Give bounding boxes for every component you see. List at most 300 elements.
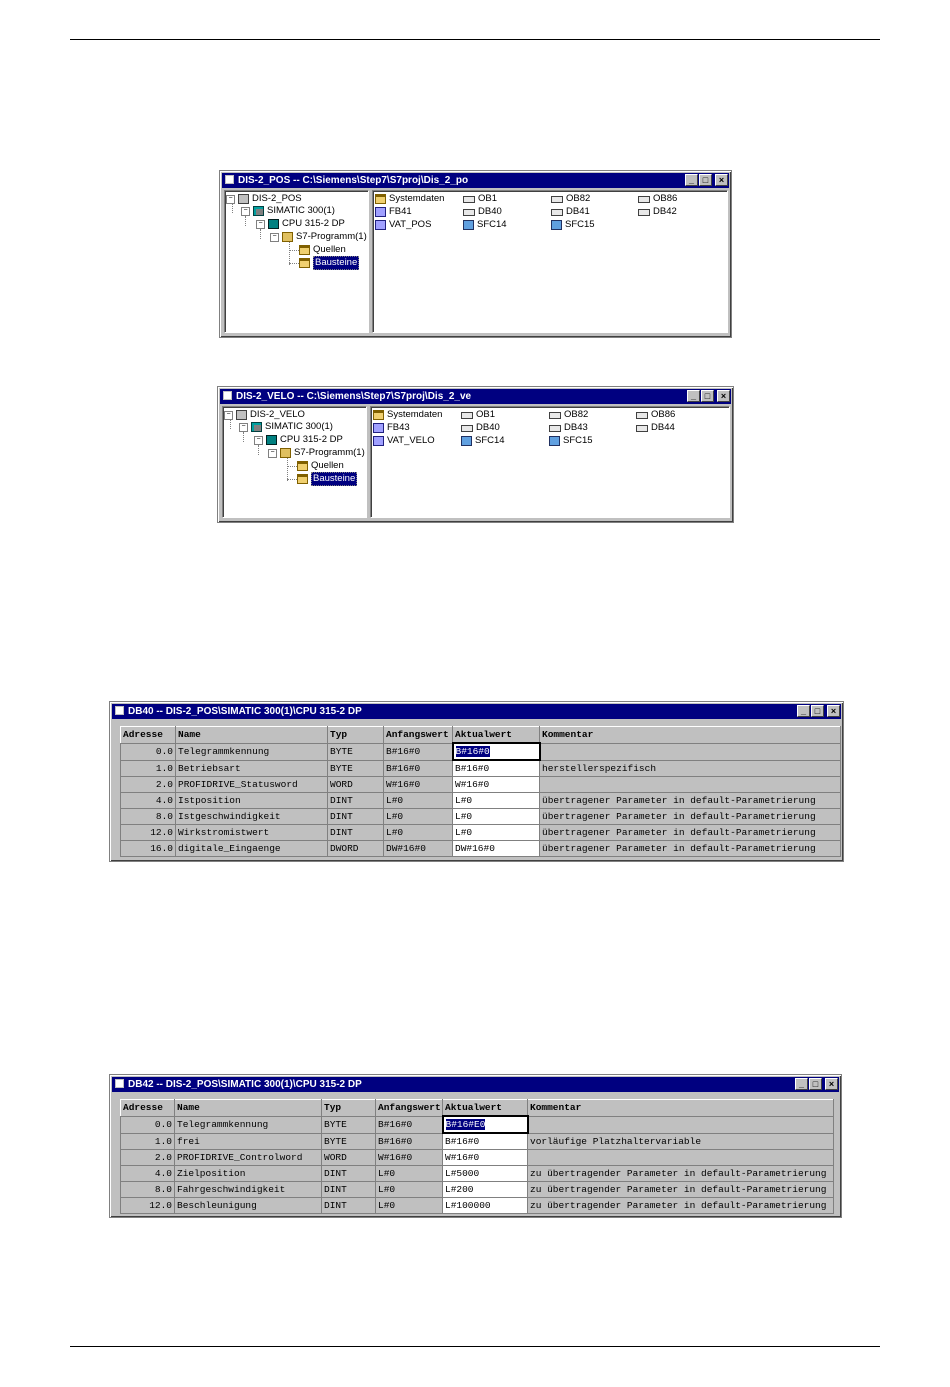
block-ob82[interactable]: OB82 — [549, 409, 588, 421]
cell-text: übertragener Parameter in default-Parametrierung — [542, 827, 816, 838]
title-bar[interactable] — [112, 1077, 839, 1092]
block-db41[interactable]: DB41 — [551, 206, 590, 218]
tree-node-program[interactable] — [268, 447, 365, 459]
system-function-icon — [463, 220, 474, 230]
explorer-window-pos — [219, 170, 732, 338]
tree-pane — [222, 406, 367, 518]
cell-name — [176, 777, 328, 793]
cell-text: Istgeschwindigkeit — [178, 811, 281, 822]
cell-text: DW#16#0 — [455, 843, 495, 854]
table-row[interactable] — [121, 825, 841, 841]
cell-comment — [540, 743, 841, 760]
cell-comment — [528, 1116, 834, 1133]
cell-text: übertragener Parameter in default-Parametrierung — [542, 843, 816, 854]
data-block-icon — [461, 425, 473, 432]
cell-address — [121, 1116, 175, 1133]
block-ob82[interactable]: OB82 — [551, 193, 590, 205]
table-header-row — [121, 1100, 834, 1117]
cell-text: L#0 — [386, 795, 404, 806]
cell-actual-value[interactable] — [453, 841, 540, 857]
cell-comment — [540, 760, 841, 777]
tree-node-sources[interactable] — [297, 460, 344, 472]
block-ob86[interactable]: OB86 — [638, 193, 677, 205]
cell-text: vorläufige Platzhaltervariable — [530, 1135, 702, 1147]
block-vat-pos[interactable]: VAT_POS — [375, 219, 431, 231]
cell-text: BYTE — [330, 762, 353, 774]
cell-text: DW#16#0 — [386, 843, 426, 854]
tree-label-selected: Bausteine — [313, 473, 356, 484]
cell-text: Fahrgeschwindigkeit — [177, 1184, 286, 1195]
cell-actual-value[interactable] — [453, 809, 540, 825]
cell-text: B#16#0 — [455, 746, 490, 757]
folder-open-icon — [297, 474, 308, 484]
tree-label: CPU 315-2 DP — [282, 218, 345, 229]
block-icon — [551, 196, 563, 203]
cell-text: BYTE — [324, 1119, 347, 1130]
cell-initial-value — [376, 1116, 443, 1133]
cell-type — [322, 1150, 376, 1166]
cell-actual-value[interactable] — [443, 1116, 528, 1133]
maximize-button[interactable]: □ — [699, 174, 712, 186]
table-header-row — [121, 727, 841, 744]
table-row[interactable] — [121, 793, 841, 809]
maximize-button[interactable]: □ — [701, 390, 714, 402]
cell-text: B#16#0 — [378, 1119, 413, 1130]
window-title: DB42 -- DIS-2_POS\SIMATIC 300(1)\CPU 315-2 DP — [128, 1079, 362, 1090]
cell-text: 0.0 — [155, 746, 173, 757]
collapse-icon[interactable]: − — [226, 195, 235, 204]
block-db40[interactable]: DB40 — [463, 206, 502, 218]
cell-address — [121, 760, 176, 777]
column-header-aktualwert[interactable]: Aktualwert — [443, 1100, 528, 1117]
cell-text: B#16#0 — [455, 763, 490, 774]
cell-type — [328, 777, 384, 793]
tree-label: Quellen — [311, 460, 344, 471]
maximize-button[interactable]: □ — [811, 705, 824, 717]
cell-comment — [540, 825, 841, 841]
block-icon — [636, 412, 648, 419]
cell-initial-value — [384, 841, 453, 857]
cell-name — [175, 1182, 322, 1198]
cell-address — [121, 825, 176, 841]
data-block-icon — [463, 209, 475, 216]
close-button[interactable]: × — [827, 705, 840, 717]
cell-text: zu übertragender Parameter in default-Parametrierung — [530, 1168, 827, 1179]
cell-name — [176, 809, 328, 825]
cell-initial-value — [384, 809, 453, 825]
cell-initial-value — [384, 777, 453, 793]
column-header-anfangswert[interactable]: Anfangswert — [376, 1100, 443, 1117]
tree-node-station[interactable] — [241, 205, 335, 217]
block-sfc14[interactable]: SFC14 — [463, 219, 507, 231]
cell-text: B#16#0 — [386, 746, 421, 757]
system-function-icon — [551, 220, 562, 230]
block-sfc15[interactable]: SFC15 — [549, 435, 593, 447]
window-title: DIS-2_VELO -- C:\Siemens\Step7\S7proj\Dis_2_ve — [236, 391, 472, 402]
variable-table-icon — [375, 220, 386, 230]
cell-comment — [540, 809, 841, 825]
block-icon — [463, 196, 475, 203]
cell-name — [176, 743, 328, 760]
table-row[interactable] — [121, 1198, 834, 1214]
cell-type — [328, 809, 384, 825]
tree-label: SIMATIC 300(1) — [265, 421, 333, 432]
column-header-kommentar[interactable]: Kommentar — [540, 727, 841, 744]
db42-editor-window — [109, 1074, 842, 1218]
table-row[interactable] — [121, 1133, 834, 1150]
cell-name — [176, 825, 328, 841]
window-title: DIS-2_POS -- C:\Siemens\Step7\S7proj\Dis_2_po — [238, 175, 469, 186]
cell-actual-value[interactable] — [443, 1166, 528, 1182]
footer-rule — [70, 1346, 880, 1347]
cell-name — [176, 760, 328, 777]
cell-text: DINT — [324, 1184, 347, 1195]
block-icon — [461, 412, 473, 419]
tree-node-cpu[interactable] — [256, 218, 345, 230]
cell-text: W#16#0 — [386, 779, 421, 790]
cell-address — [121, 1166, 175, 1182]
db40-table — [120, 726, 841, 857]
db40-editor-window — [109, 701, 844, 862]
cell-comment — [528, 1133, 834, 1150]
cell-text: WORD — [330, 779, 353, 790]
cell-name — [176, 841, 328, 857]
cell-text: L#5000 — [445, 1168, 480, 1179]
cell-text: Zielposition — [177, 1168, 246, 1179]
cell-type — [328, 825, 384, 841]
close-button[interactable]: × — [717, 390, 730, 402]
cell-text: zu übertragender Parameter in default-Parametrierung — [530, 1200, 827, 1211]
tree-label: S7-Programm(1) — [296, 231, 367, 242]
cell-actual-value[interactable] — [453, 743, 540, 760]
cell-text: übertragener Parameter in default-Parametrierung — [542, 811, 816, 822]
block-ob1[interactable]: OB1 — [461, 409, 495, 421]
cell-text: W#16#0 — [455, 779, 490, 790]
cell-address — [121, 1198, 175, 1214]
cell-text: DINT — [324, 1168, 347, 1179]
column-header-typ[interactable]: Typ — [322, 1100, 376, 1117]
collapse-icon[interactable]: − — [270, 233, 279, 242]
collapse-icon[interactable]: − — [239, 423, 248, 432]
cell-type — [328, 841, 384, 857]
cell-initial-value — [376, 1150, 443, 1166]
block-icon — [638, 196, 650, 203]
station-icon — [251, 422, 262, 432]
minimize-button[interactable]: _ — [797, 705, 810, 717]
cell-initial-value — [376, 1198, 443, 1214]
block-db42[interactable]: DB42 — [638, 206, 677, 218]
cell-name — [175, 1116, 322, 1133]
header-rule — [70, 39, 880, 40]
collapse-icon[interactable]: − — [224, 411, 233, 420]
cell-text: 12.0 — [149, 1200, 172, 1211]
cell-address — [121, 793, 176, 809]
cell-type — [322, 1198, 376, 1214]
cell-comment — [540, 777, 841, 793]
table-row[interactable] — [121, 1166, 834, 1182]
cell-text: BYTE — [324, 1135, 347, 1147]
cell-text: L#200 — [445, 1184, 474, 1195]
cell-text: 12.0 — [150, 827, 173, 838]
title-bar[interactable] — [112, 704, 841, 719]
station-icon — [253, 206, 264, 216]
cell-text: BYTE — [330, 746, 353, 757]
variable-table-icon — [373, 436, 384, 446]
cell-actual-value[interactable] — [453, 825, 540, 841]
cell-text: DINT — [324, 1200, 347, 1211]
cell-text: Wirkstromistwert — [178, 827, 270, 838]
column-header-name[interactable]: Name — [175, 1100, 322, 1117]
cell-actual-value[interactable] — [443, 1182, 528, 1198]
tree-node-station[interactable] — [239, 421, 333, 433]
cell-comment — [540, 793, 841, 809]
block-fb41[interactable]: FB41 — [375, 206, 412, 218]
cell-text: herstellerspezifisch — [542, 762, 657, 774]
cell-initial-value — [384, 760, 453, 777]
cell-type — [328, 760, 384, 777]
close-button[interactable]: × — [825, 1078, 838, 1090]
cell-text: 1.0 — [154, 1135, 172, 1147]
block-sfc14[interactable]: SFC14 — [461, 435, 505, 447]
project-icon — [236, 410, 247, 420]
collapse-icon[interactable]: − — [241, 207, 250, 216]
table-row[interactable] — [121, 809, 841, 825]
cell-text: 4.0 — [154, 1168, 172, 1179]
project-icon — [238, 194, 249, 204]
title-bar[interactable] — [220, 389, 731, 404]
tree-node-blocks[interactable] — [297, 473, 357, 485]
data-block-icon — [115, 1079, 124, 1088]
cell-text: L#0 — [455, 827, 473, 838]
cell-text: L#0 — [378, 1168, 396, 1179]
cell-address — [121, 1150, 175, 1166]
folder-open-icon — [299, 258, 310, 268]
tree-label: DIS-2_VELO — [250, 409, 305, 420]
cell-text: B#16#E0 — [445, 1119, 486, 1130]
tree-pane — [224, 190, 369, 333]
cell-type — [328, 743, 384, 760]
project-icon — [223, 391, 232, 400]
column-header-aktualwert[interactable]: Aktualwert — [453, 727, 540, 744]
cell-text: 1.0 — [155, 762, 173, 774]
data-block-icon — [549, 425, 561, 432]
table-row[interactable] — [121, 777, 841, 793]
close-button[interactable]: × — [715, 174, 728, 186]
block-db44[interactable]: DB44 — [636, 422, 675, 434]
cell-text: W#16#0 — [378, 1152, 413, 1163]
collapse-icon[interactable]: − — [256, 220, 265, 229]
cell-address — [121, 743, 176, 760]
cell-text: 2.0 — [155, 779, 173, 790]
cell-text: DINT — [330, 827, 353, 838]
column-header-typ[interactable]: Typ — [328, 727, 384, 744]
table-row[interactable] — [121, 1150, 834, 1166]
system-data-icon — [375, 194, 386, 204]
table-row[interactable] — [121, 1182, 834, 1198]
collapse-icon[interactable]: − — [254, 436, 263, 445]
block-systemdaten[interactable]: Systemdaten — [375, 193, 444, 205]
system-function-icon — [461, 436, 472, 446]
cell-actual-value[interactable] — [453, 793, 540, 809]
s7-program-icon — [280, 448, 291, 458]
tree-node-project[interactable] — [224, 409, 305, 421]
cell-comment — [528, 1166, 834, 1182]
cell-text: DWORD — [330, 843, 359, 854]
table-row[interactable] — [121, 841, 841, 857]
tree-node-sources[interactable] — [299, 244, 346, 256]
tree-node-project[interactable] — [226, 193, 302, 205]
window-title: DB40 -- DIS-2_POS\SIMATIC 300(1)\CPU 315-2 DP — [128, 706, 362, 717]
cell-actual-value[interactable] — [443, 1198, 528, 1214]
block-vat-velo[interactable]: VAT_VELO — [373, 435, 435, 447]
column-header-name[interactable]: Name — [176, 727, 328, 744]
cell-text: Istposition — [178, 795, 241, 806]
cell-text: 4.0 — [155, 795, 173, 806]
data-block-icon — [115, 706, 124, 715]
cell-type — [322, 1133, 376, 1150]
db42-table — [120, 1099, 834, 1214]
title-bar[interactable] — [222, 173, 729, 188]
cell-text: 0.0 — [154, 1119, 172, 1130]
cell-comment — [528, 1182, 834, 1198]
block-icon — [549, 412, 561, 419]
folder-icon — [299, 245, 310, 255]
tree-node-cpu[interactable] — [254, 434, 343, 446]
tree-label: DIS-2_POS — [252, 193, 302, 204]
cell-text: L#0 — [386, 811, 404, 822]
cell-text: W#16#0 — [445, 1152, 480, 1163]
cell-initial-value — [384, 793, 453, 809]
minimize-button[interactable]: _ — [687, 390, 700, 402]
cell-text: L#100000 — [445, 1200, 491, 1211]
cell-address — [121, 1133, 175, 1150]
cell-comment — [528, 1150, 834, 1166]
cell-initial-value — [384, 825, 453, 841]
tree-label: CPU 315-2 DP — [280, 434, 343, 445]
cell-actual-value[interactable] — [443, 1150, 528, 1166]
tree-node-program[interactable] — [270, 231, 367, 243]
maximize-button[interactable]: □ — [809, 1078, 822, 1090]
cell-text: WORD — [324, 1152, 347, 1163]
cell-text: L#0 — [378, 1184, 396, 1195]
cell-initial-value — [376, 1182, 443, 1198]
cell-text: B#16#0 — [445, 1136, 480, 1147]
block-fb43[interactable]: FB43 — [373, 422, 410, 434]
cell-text: L#0 — [386, 827, 404, 838]
function-block-icon — [373, 423, 384, 433]
tree-label: S7-Programm(1) — [294, 447, 365, 458]
cell-initial-value — [376, 1133, 443, 1150]
cell-text: PROFIDRIVE_Statusword — [178, 779, 298, 790]
cell-name — [175, 1133, 322, 1150]
minimize-button[interactable]: _ — [795, 1078, 808, 1090]
explorer-window-velo — [217, 386, 734, 523]
column-header-kommentar[interactable]: Kommentar — [528, 1100, 834, 1117]
blocks-pane — [370, 406, 730, 518]
cell-initial-value — [376, 1166, 443, 1182]
cell-address — [121, 1182, 175, 1198]
cell-address — [121, 809, 176, 825]
cell-comment — [540, 841, 841, 857]
cell-address — [121, 777, 176, 793]
cell-type — [322, 1182, 376, 1198]
project-icon — [225, 175, 234, 184]
data-block-icon — [638, 209, 650, 216]
cell-text: Telegrammkennung — [177, 1119, 269, 1130]
cell-text: L#0 — [455, 795, 473, 806]
cell-text: Betriebsart — [178, 762, 241, 774]
cell-comment — [528, 1198, 834, 1214]
cell-text: 2.0 — [154, 1152, 172, 1163]
system-function-icon — [549, 436, 560, 446]
column-header-anfangswert[interactable]: Anfangswert — [384, 727, 453, 744]
cell-text: B#16#0 — [386, 762, 421, 774]
tree-label-selected: Bausteine — [315, 257, 358, 268]
cell-name — [176, 793, 328, 809]
cell-text: B#16#0 — [378, 1135, 413, 1147]
tree-label: SIMATIC 300(1) — [267, 205, 335, 216]
cell-text: 8.0 — [155, 811, 173, 822]
cell-address — [121, 841, 176, 857]
cell-name — [175, 1198, 322, 1214]
cell-text: DINT — [330, 795, 353, 806]
cell-actual-value[interactable] — [443, 1133, 528, 1150]
cell-initial-value — [384, 743, 453, 760]
collapse-icon[interactable]: − — [268, 449, 277, 458]
tree-node-blocks[interactable] — [299, 257, 359, 269]
cell-text: 8.0 — [154, 1184, 172, 1195]
block-systemdaten[interactable]: Systemdaten — [373, 409, 442, 421]
table-row[interactable] — [121, 1116, 834, 1133]
column-header-adresse[interactable]: Adresse — [121, 1100, 175, 1117]
table-row[interactable] — [121, 760, 841, 777]
folder-icon — [297, 461, 308, 471]
blocks-pane — [372, 190, 728, 333]
cell-text: zu übertragender Parameter in default-Parametrierung — [530, 1184, 827, 1195]
cell-text: L#0 — [378, 1200, 396, 1211]
cell-text: 16.0 — [150, 843, 173, 854]
cell-text: DINT — [330, 811, 353, 822]
minimize-button[interactable]: _ — [685, 174, 698, 186]
table-row[interactable] — [121, 743, 841, 760]
cpu-icon — [268, 219, 279, 229]
tree-label: Quellen — [313, 244, 346, 255]
cell-type — [328, 793, 384, 809]
system-data-icon — [373, 410, 384, 420]
cell-text: Telegrammkennung — [178, 746, 270, 757]
s7-program-icon — [282, 232, 293, 242]
cell-type — [322, 1116, 376, 1133]
cell-text: L#0 — [455, 811, 473, 822]
block-db40[interactable]: DB40 — [461, 422, 500, 434]
data-block-icon — [636, 425, 648, 432]
cell-text: übertragener Parameter in default-Parametrierung — [542, 795, 816, 806]
column-header-adresse[interactable]: Adresse — [121, 727, 176, 744]
cell-name — [175, 1166, 322, 1182]
cell-text: PROFIDRIVE_Controlword — [177, 1152, 303, 1163]
cell-text: Beschleunigung — [177, 1200, 257, 1211]
cell-actual-value[interactable] — [453, 760, 540, 777]
data-block-icon — [551, 209, 563, 216]
cell-name — [175, 1150, 322, 1166]
block-sfc15[interactable]: SFC15 — [551, 219, 595, 231]
cell-actual-value[interactable] — [453, 777, 540, 793]
cell-text: digitale_Eingaenge — [178, 843, 281, 854]
cell-type — [322, 1166, 376, 1182]
block-db43[interactable]: DB43 — [549, 422, 588, 434]
block-ob1[interactable]: OB1 — [463, 193, 497, 205]
block-ob86[interactable]: OB86 — [636, 409, 675, 421]
